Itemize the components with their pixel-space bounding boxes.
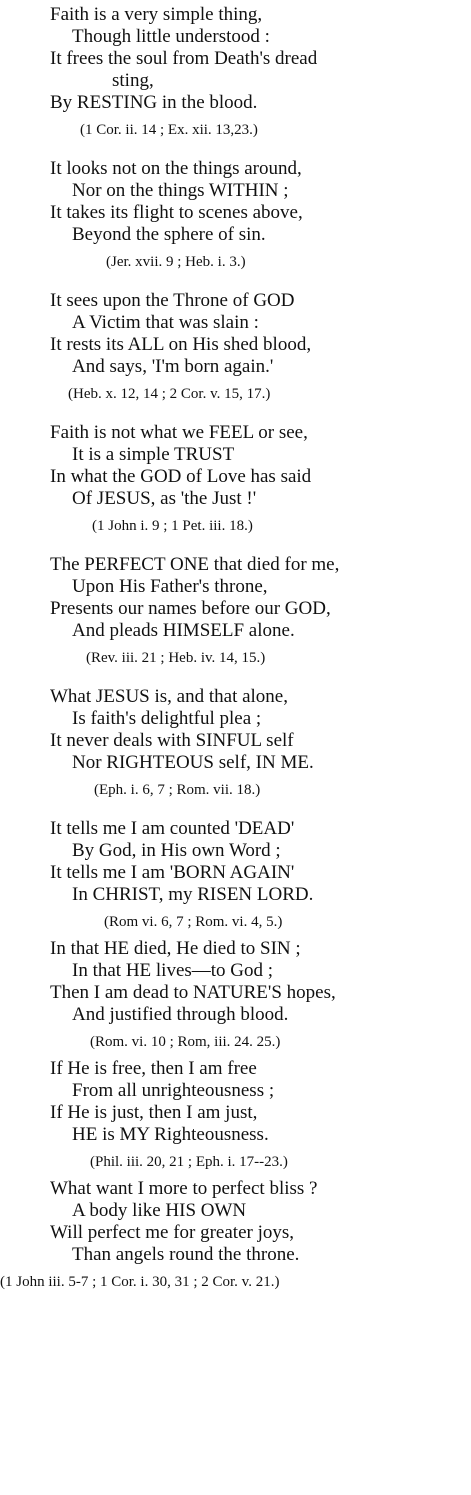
stanza-1	[0, 4, 471, 140]
verse-line: By RESTING in the blood.	[50, 92, 258, 113]
verse-line: What JESUS is, and that alone,	[50, 686, 288, 707]
verse-line: A body like HIS OWN	[72, 1200, 247, 1221]
verse-line: Is faith's delightful plea ;	[72, 708, 262, 729]
stanza-3	[0, 290, 471, 404]
verse-line: If He is just, then I am just,	[50, 1102, 258, 1123]
stanza-10	[0, 1178, 471, 1292]
verse-line: By God, in His own Word ;	[72, 840, 281, 861]
verse-line: In that HE lives—to God ;	[72, 960, 274, 981]
verse-line: Will perfect me for greater joys,	[50, 1222, 295, 1243]
verse-line: It never deals with SINFUL self	[50, 730, 294, 751]
verse-line: It tells me I am counted 'DEAD'	[50, 818, 295, 839]
verse-line: If He is free, then I am free	[50, 1058, 257, 1079]
verse-line: The PERFECT ONE that died for me,	[50, 554, 340, 575]
verse-line: It rests its ALL on His shed blood,	[50, 334, 312, 355]
verse-line: In CHRIST, my RISEN LORD.	[72, 884, 314, 905]
stanza-5	[0, 554, 471, 668]
verse-line: And pleads HIMSELF alone.	[72, 620, 295, 641]
scripture-reference: (Phil. iii. 20, 21 ; Eph. i. 17--23.)	[90, 1154, 288, 1170]
verse-line: Upon His Father's throne,	[72, 576, 268, 597]
scripture-reference: (Eph. i. 6, 7 ; Rom. vii. 18.)	[94, 782, 261, 798]
verse-line: In what the GOD of Love has said	[50, 466, 312, 487]
verse-line: Though little understood :	[72, 26, 270, 47]
verse-line: It is a simple TRUST	[72, 444, 235, 465]
verse-line: It frees the soul from Death's dread	[50, 48, 318, 69]
verse-line: Then I am dead to NATURE'S hopes,	[50, 982, 336, 1003]
verse-line: Faith is a very simple thing,	[50, 4, 263, 25]
scripture-reference: (Rom. vi. 10 ; Rom, iii. 24. 25.)	[90, 1034, 281, 1050]
verse-line: From all unrighteousness ;	[72, 1080, 275, 1101]
scripture-reference: (1 John iii. 5-7 ; 1 Cor. i. 30, 31 ; 2 Cor. v. 21.)	[0, 1274, 280, 1290]
verse-line: And says, 'I'm born again.'	[72, 356, 274, 377]
stanza-7	[0, 818, 471, 932]
verse-line: What want I more to perfect bliss ?	[50, 1178, 318, 1199]
stanza-8	[0, 938, 471, 1052]
verse-line: Beyond the sphere of sin.	[72, 224, 266, 245]
verse-line: Faith is not what we FEEL or see,	[50, 422, 308, 443]
verse-line: It takes its flight to scenes above,	[50, 202, 303, 223]
verse-line: And justified through blood.	[72, 1004, 289, 1025]
stanza-9	[0, 1058, 471, 1172]
scripture-reference: (Rom vi. 6, 7 ; Rom. vi. 4, 5.)	[104, 914, 283, 930]
scripture-reference: (Jer. xvii. 9 ; Heb. i. 3.)	[106, 254, 246, 270]
verse-line: Nor on the things WITHIN ;	[72, 180, 289, 201]
stanza-6	[0, 686, 471, 800]
verse-line: It tells me I am 'BORN AGAIN'	[50, 862, 295, 883]
verse-line: In that HE died, He died to SIN ;	[50, 938, 301, 959]
verse-line: Presents our names before our GOD,	[50, 598, 331, 619]
verse-line: Of JESUS, as 'the Just !'	[72, 488, 257, 509]
verse-line: HE is MY Righteousness.	[72, 1124, 269, 1145]
verse-line: It sees upon the Throne of GOD	[50, 290, 295, 311]
scripture-reference: (Rev. iii. 21 ; Heb. iv. 14, 15.)	[86, 650, 266, 666]
scripture-reference: (1 Cor. ii. 14 ; Ex. xii. 13,23.)	[80, 122, 258, 138]
verse-line: Nor RIGHTEOUS self, IN ME.	[72, 752, 314, 773]
stanza-2	[0, 158, 471, 272]
verse-line: It looks not on the things around,	[50, 158, 302, 179]
verse-line: sting,	[112, 70, 154, 91]
verse-line: A Victim that was slain :	[72, 312, 259, 333]
stanza-4	[0, 422, 471, 536]
verse-line: Than angels round the throne.	[72, 1244, 300, 1265]
scripture-reference: (Heb. x. 12, 14 ; 2 Cor. v. 15, 17.)	[68, 386, 271, 402]
scripture-reference: (1 John i. 9 ; 1 Pet. iii. 18.)	[92, 518, 253, 534]
